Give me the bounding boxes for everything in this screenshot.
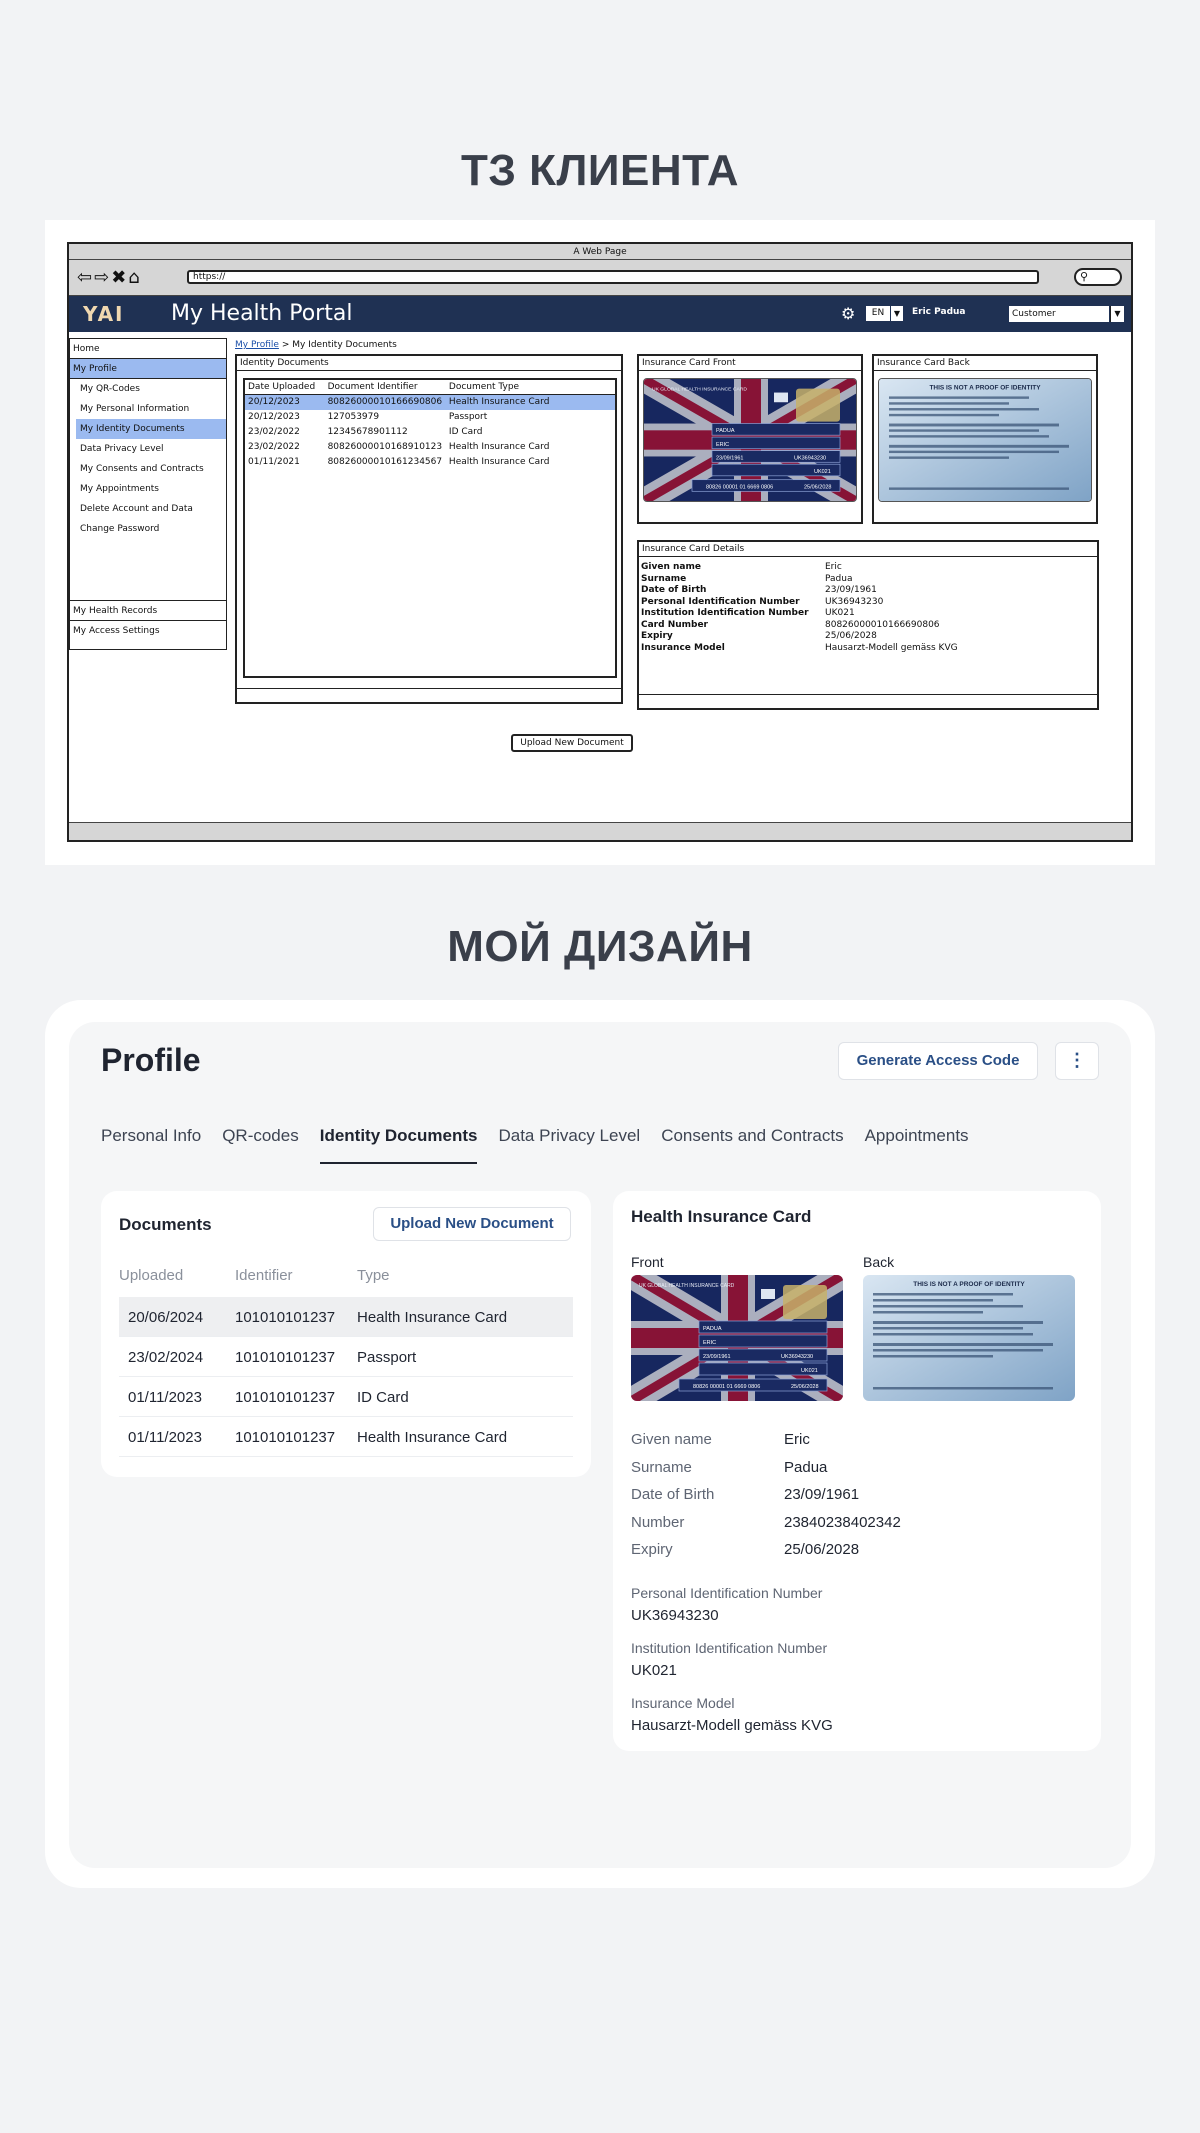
panel-title: Insurance Card Details [639,542,1097,557]
table-row[interactable] [245,410,615,425]
cell-identifier: 80826000010166690806 [327,397,443,407]
sidebar-spacer [70,539,226,601]
field-value: UK021 [631,1662,677,1679]
cell-identifier: 101010101237 [235,1389,336,1406]
cell-date: 01/11/2021 [248,457,300,467]
sidebar-item-home[interactable]: Home [70,339,226,359]
svg-text:PADUA: PADUA [716,428,735,435]
back-icon[interactable]: ⇦ [77,267,95,288]
wireframe-browser-window [67,242,1133,842]
sidebar-item-personal-information[interactable]: My Personal Information [80,404,190,414]
tab-qr-codes[interactable]: QR-codes [222,1126,299,1145]
tab-personal-info[interactable]: Personal Info [101,1126,202,1145]
detail-value: 23/09/1961 [825,585,877,595]
svg-text:80826 00001 01 6669 0806: 80826 00001 01 6669 0806 [706,484,774,491]
insurance-card-back-panel [872,354,1098,524]
cell-uploaded: 01/11/2023 [128,1429,202,1446]
cell-type: ID Card [357,1389,409,1406]
cell-uploaded: 23/02/2024 [128,1349,204,1366]
detail-label: Institution Identification Number [641,608,809,618]
detail-label: Expiry [641,631,673,641]
table-row[interactable] [119,1297,573,1337]
documents-title: Documents [119,1215,212,1234]
tab-identity-documents[interactable]: Identity Documents [320,1126,478,1166]
table-row[interactable] [245,425,615,440]
client-spec-heading: ТЗ КЛИЕНТА [460,146,740,195]
cell-type: Health Insurance Card [357,1309,508,1326]
detail-value: 25/06/2028 [825,631,877,641]
address-bar[interactable]: https:// [187,270,1039,284]
cell-identifier: 101010101237 [235,1309,336,1326]
cell-type: Health Insurance Card [448,442,550,452]
sidebar-item-delete-account[interactable]: Delete Account and Data [80,504,193,514]
insurance-card-details-panel [637,540,1099,710]
cell-date: 23/02/2022 [248,427,300,437]
portal-title: My Health Portal [171,301,353,326]
cell-type: ID Card [448,427,483,437]
field-label: Surname [631,1459,692,1476]
uk-flag-card-artwork [644,379,856,501]
upload-new-document-button[interactable]: Upload New Document [373,1207,571,1241]
wireframe-mockup [45,220,1155,865]
cell-type: Health Insurance Card [448,457,550,467]
field-value: UK36943230 [631,1607,719,1624]
cell-identifier: 101010101237 [235,1349,336,1366]
detail-label: Card Number [641,619,708,630]
panel-title: Identity Documents [237,356,621,371]
sidebar-item-consents-contracts[interactable]: My Consents and Contracts [80,464,204,474]
detail-value: Hausarzt-Modell gemäss KVG [825,642,958,653]
breadcrumb [235,340,397,350]
table-row[interactable] [245,455,615,470]
uk-flag-card-artwork [631,1275,843,1401]
field-value: Padua [784,1459,828,1476]
field-value: Eric [784,1431,810,1448]
sidebar-item-qr-codes[interactable]: My QR-Codes [80,384,140,394]
svg-text:23/09/1961: 23/09/1961 [703,1354,731,1360]
sidebar-item-data-privacy-level[interactable]: Data Privacy Level [80,444,164,454]
documents-card [101,1191,591,1477]
detail-label: Insurance Model [641,642,725,653]
role-select[interactable]: Customer [1009,306,1109,322]
cell-date: 20/12/2023 [248,397,300,407]
detail-label: Given name [641,562,701,572]
insurance-card-front-panel [637,354,863,524]
table-row[interactable] [245,395,615,410]
column-header-type[interactable]: Type [357,1267,390,1284]
detail-value: UK36943230 [825,596,884,607]
field-value: 25/06/2028 [784,1541,860,1558]
cell-type: Health Insurance Card [357,1429,508,1446]
portal-header [69,296,1131,332]
svg-text:PADUA: PADUA [703,1326,722,1332]
column-header[interactable]: Document Type [448,382,520,392]
sidebar-item-my-profile[interactable]: My Profile [70,359,226,379]
field-value: 23/09/1961 [784,1486,860,1503]
sidebar-item-access-settings[interactable]: My Access Settings [73,626,160,636]
detail-value: 80826000010166690806 [825,619,940,630]
field-value: 23840238402342 [784,1514,901,1531]
cell-type: Passport [448,412,488,422]
field-label: Number [631,1514,685,1531]
detail-label: Date of Birth [641,585,707,595]
detail-value: Eric [825,562,842,572]
svg-text:UK021: UK021 [814,468,831,475]
user-name: Eric Padua [912,307,966,317]
yai-logo: YAI [83,302,125,326]
browser-nav-icons[interactable] [77,268,142,288]
breadcrumb-link[interactable]: My Profile [235,340,279,350]
upload-new-document-button[interactable]: Upload New Document [511,734,633,752]
cell-identifier: 101010101237 [235,1429,336,1446]
cell-identifier: 12345678901112 [327,427,408,437]
field-label: Institution Identification Number [631,1640,828,1656]
back-label: Back [863,1254,895,1270]
field-value: Hausarzt-Modell gemäss KVG [631,1717,833,1734]
field-label: Personal Identification Number [631,1585,823,1601]
insurance-card-back-image[interactable] [863,1275,1075,1401]
profile-page [69,1022,1131,1868]
column-header[interactable]: Document Identifier [327,382,418,392]
tab-data-privacy-level[interactable]: Data Privacy Level [498,1126,641,1145]
cell-identifier: 80826000010168910123 [327,442,443,452]
cell-uploaded: 20/06/2024 [128,1309,204,1326]
breadcrumb-current: > My Identity Documents [281,340,397,350]
page-title: Profile [101,1042,201,1078]
field-label: Date of Birth [631,1486,715,1503]
sidebar-item-identity-documents[interactable]: My Identity Documents [76,419,226,439]
tab-appointments[interactable]: Appointments [864,1126,969,1145]
front-label: Front [631,1254,664,1270]
svg-text:UK021: UK021 [801,1368,818,1374]
svg-text:23/09/1961: 23/09/1961 [716,455,744,462]
design-mockup [45,1000,1155,1888]
column-header-identifier[interactable]: Identifier [235,1267,293,1284]
language-select[interactable]: EN [866,306,890,321]
field-label: Insurance Model [631,1695,735,1711]
table-header [245,380,615,395]
field-label: Expiry [631,1541,673,1558]
health-insurance-card-panel [613,1191,1101,1751]
home-icon[interactable]: ⌂ [128,267,142,288]
gear-icon[interactable]: ⚙ [841,304,856,323]
sidebar-item-appointments[interactable]: My Appointments [80,484,160,494]
sidebar-item-change-password[interactable]: Change Password [80,524,160,534]
search-icon[interactable]: ⚲ [1074,268,1122,286]
table-row[interactable] [245,440,615,455]
cell-identifier: 127053979 [327,412,380,422]
svg-text:ERIC: ERIC [703,1340,717,1346]
svg-text:THIS IS NOT A PROOF OF IDENTIT: THIS IS NOT A PROOF OF IDENTITY [913,1281,1025,1288]
cell-identifier: 80826000010161234567 [327,457,443,467]
table-row[interactable] [119,1417,573,1457]
tab-consents-contracts[interactable]: Consents and Contracts [661,1126,844,1145]
column-header-uploaded[interactable]: Uploaded [119,1267,184,1284]
window-title: A Web Page [69,244,1131,260]
svg-text:UK36943230: UK36943230 [781,1354,814,1360]
cell-date: 23/02/2022 [248,442,300,452]
card-back-artwork [863,1275,1075,1401]
panel-footer [237,688,621,702]
chevron-down-icon[interactable]: ▼ [1110,306,1124,322]
cell-type: Passport [357,1349,417,1366]
my-design-heading: МОЙ ДИЗАЙН [447,922,753,971]
insurance-card-back-image [878,378,1092,502]
documents-table [243,378,617,678]
table-row[interactable] [119,1337,573,1377]
svg-text:25/06/2028: 25/06/2028 [804,484,832,491]
svg-text:25/06/2028: 25/06/2028 [791,1384,819,1390]
insurance-card-front-image[interactable] [631,1275,843,1401]
table-row[interactable] [119,1377,573,1417]
panel-title: Insurance Card Front [639,356,861,371]
svg-text:THIS IS NOT A PROOF OF IDENTIT: THIS IS NOT A PROOF OF IDENTITY [929,384,1041,392]
svg-text:ERIC: ERIC [716,441,730,448]
detail-label: Surname [641,573,687,584]
svg-text:UK GLOBAL HEALTH INSURANCE CAR: UK GLOBAL HEALTH INSURANCE CARD [639,1283,735,1289]
profile-tabs [101,1126,990,1166]
cell-uploaded: 01/11/2023 [128,1389,202,1406]
stop-icon[interactable]: ✖ [111,267,129,288]
detail-value: UK021 [825,608,855,618]
window-status-bar [69,822,1131,840]
svg-text:80826 00001 01 6669 0806: 80826 00001 01 6669 0806 [693,1384,761,1390]
card-back-artwork [879,379,1091,501]
cell-date: 20/12/2023 [248,412,300,422]
detail-label: Personal Identification Number [641,596,800,607]
chevron-down-icon[interactable]: ▼ [891,306,903,321]
panel-footer [639,694,1097,708]
wireframe-sidebar [69,338,227,650]
cell-type: Health Insurance Card [448,397,550,407]
forward-icon[interactable]: ⇨ [94,267,112,288]
card-title: Health Insurance Card [631,1207,812,1226]
identity-documents-panel [235,354,623,704]
more-options-icon[interactable]: ⋮ [1055,1042,1099,1080]
generate-access-code-button[interactable]: Generate Access Code [838,1042,1038,1080]
field-label: Given name [631,1431,712,1448]
insurance-card-front-image [643,378,857,502]
browser-toolbar [69,260,1131,296]
panel-title: Insurance Card Back [874,356,1096,371]
svg-text:UK36943230: UK36943230 [794,455,827,462]
sidebar-item-health-records[interactable]: My Health Records [70,601,226,621]
detail-value: Padua [825,573,853,584]
svg-text:UK GLOBAL HEALTH INSURANCE CAR: UK GLOBAL HEALTH INSURANCE CARD [652,387,748,393]
column-header[interactable]: Date Uploaded [248,382,316,392]
